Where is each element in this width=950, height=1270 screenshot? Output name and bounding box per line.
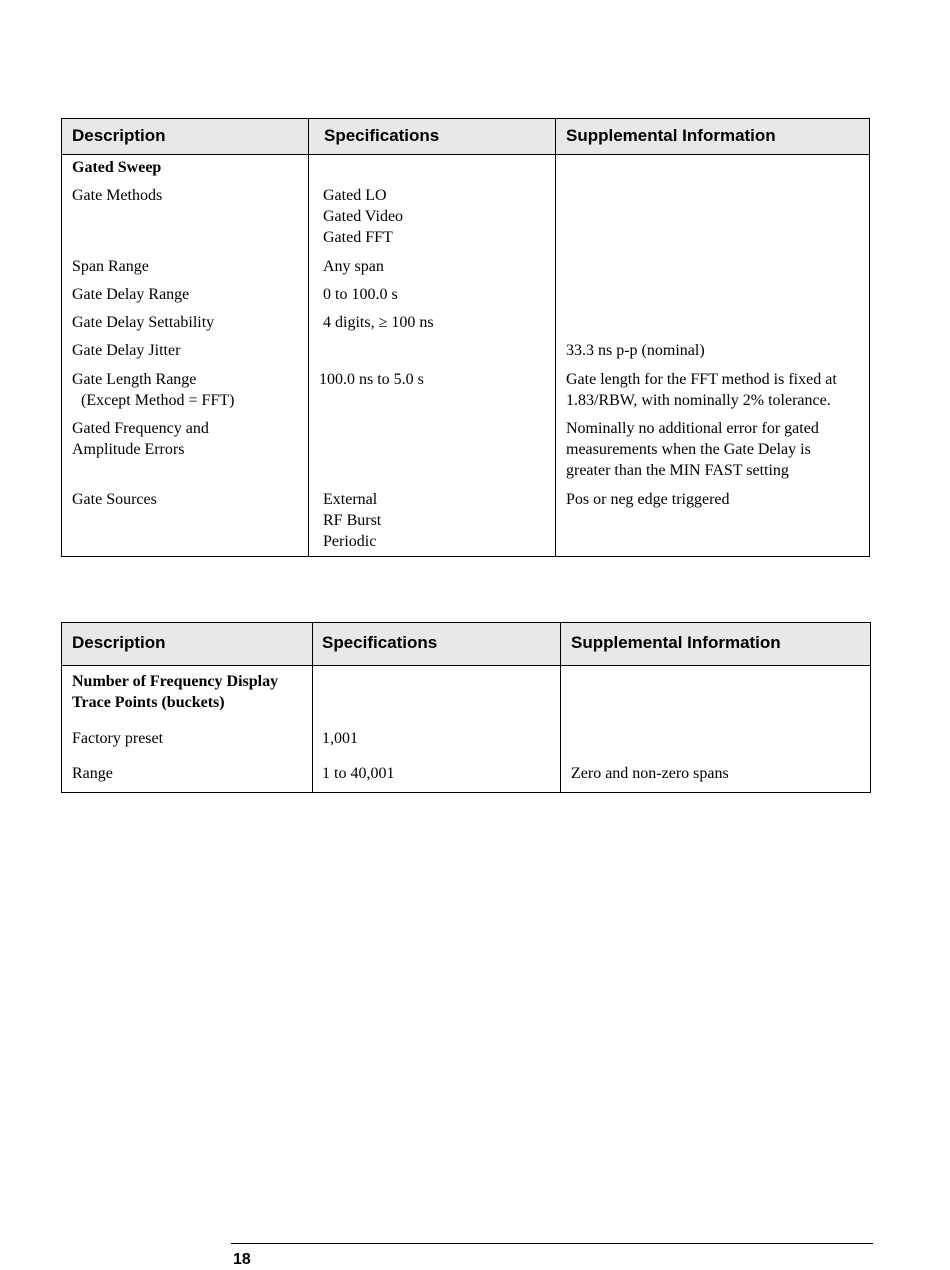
row-description: Gate Delay Settability — [72, 314, 215, 331]
row-description: Gate Delay Range — [72, 286, 190, 303]
table-header-row — [62, 119, 869, 155]
row-spec: 100.0 ns to 5.0 s — [319, 371, 424, 388]
header-description: Description — [72, 633, 166, 652]
row-spec: 0 to 100.0 s — [323, 286, 398, 303]
row-supplemental: Gate length for the FFT method is fixed at — [566, 371, 837, 388]
row-supplemental: Zero and non-zero spans — [571, 765, 729, 782]
header-specifications: Specifications — [324, 126, 440, 145]
row-description: Gate Methods — [72, 187, 163, 204]
section-title: Number of Frequency Display — [72, 673, 279, 690]
row-description: Factory preset — [72, 730, 164, 747]
row-spec: 1,001 — [322, 730, 358, 747]
gated-sweep-spec-table — [61, 118, 870, 557]
column-divider — [560, 623, 561, 792]
row-supplemental: greater than the MIN FAST setting — [566, 462, 789, 479]
row-supplemental: Pos or neg edge triggered — [566, 491, 730, 508]
section-title: Gated Sweep — [72, 159, 162, 176]
row-spec: Gated LO — [323, 187, 387, 204]
row-description: Gate Sources — [72, 491, 157, 508]
row-supplemental: 33.3 ns p-p (nominal) — [566, 342, 705, 359]
row-spec: External — [323, 491, 378, 508]
row-spec: RF Burst — [323, 512, 382, 529]
section-title: Trace Points (buckets) — [72, 694, 225, 711]
header-supplemental-information: Supplemental Information — [571, 633, 781, 652]
page-number: 18 — [233, 1251, 251, 1268]
column-divider — [555, 119, 556, 556]
row-spec: Gated Video — [323, 208, 404, 225]
row-spec: 4 digits, ≥ 100 ns — [323, 314, 434, 331]
row-spec: Any span — [323, 258, 384, 275]
header-specifications: Specifications — [322, 633, 438, 652]
header-supplemental-information: Supplemental Information — [566, 126, 776, 145]
table-header-row — [62, 623, 870, 666]
row-spec: Gated FFT — [323, 229, 393, 246]
row-supplemental: 1.83/RBW, with nominally 2% tolerance. — [566, 392, 831, 409]
row-description: Range — [72, 765, 113, 782]
row-description: Amplitude Errors — [72, 441, 185, 458]
row-description: Gate Length Range — [72, 371, 197, 388]
row-spec: Periodic — [323, 533, 377, 550]
column-divider — [312, 623, 313, 792]
row-description: Gated Frequency and — [72, 420, 209, 437]
row-description: Gate Delay Jitter — [72, 342, 181, 359]
footer-rule — [231, 1243, 873, 1244]
row-supplemental: measurements when the Gate Delay is — [566, 441, 811, 458]
row-description: Span Range — [72, 258, 149, 275]
row-supplemental: Nominally no additional error for gated — [566, 420, 819, 437]
row-spec: 1 to 40,001 — [322, 765, 395, 782]
trace-points-spec-table — [61, 622, 871, 793]
column-divider — [308, 119, 309, 556]
row-description: (Except Method = FFT) — [81, 392, 235, 409]
header-description: Description — [72, 126, 166, 145]
